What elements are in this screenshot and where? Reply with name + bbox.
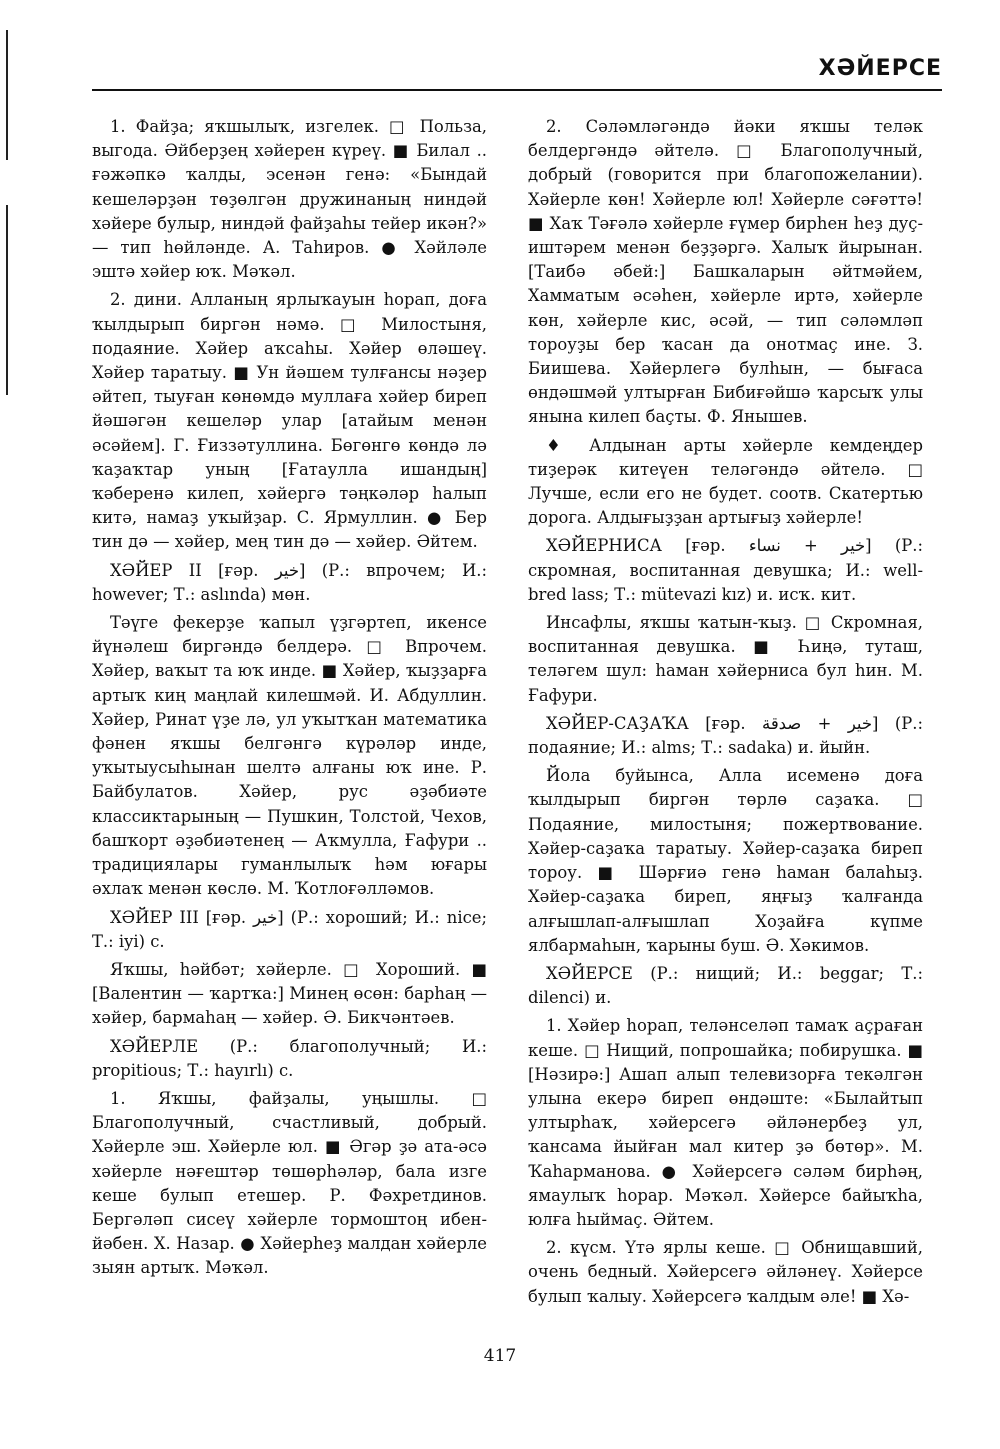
entry-paragraph: 2. Сәләмләгәндә йәки яҡшы теләк белдергәндә әйтелә. □ Благополучный, добрый (говорится при благопожелании). Хәйерле көн! Хәйерле юл! Хәйерле сәғәттә! ■ Хаҡ Тәғәлә хәйерле ғүмер бирһен һеҙ дуҫ-иштәрем менән беҙҙәргә. Халыҡ йырынан. [Таибә әбей:] Башкаларын әйтмәйем, Хамматым әсәһен, хәйерле иртә, хәйерле көн, хәйерле кис, әсәй, — тип сәләмләп тороуҙы бер ҡасан да онотмаҫ ине. З. Биишева. Хәйерлегә булһын, — бығаса өндәшмәй ултырған Бибиғәйшә ҡарсыҡ улы янына килеп баҫты. Ф. Янышев.	[528, 117, 923, 427]
entry-paragraph: 1. Хәйер һорап, теләнселәп тамаҡ аҫраған кеше. □ Нищий, попрошайка; побирушка. ■ [Нәзирә:] Ашап алып телевизорға текәлгән улына екерә биреп өндәште: «Былайтып ултырһаҡ, хәйерсегә әйләнербеҙ ул, ҡансама йыйған мал китер ҙә бөтөр». М. Ҡаһарманова. ● Хәйерсегә сәләм бирһәң, ямаулыҡ һорар. Мәҡәл. Хәйерсе байыҡһа, юлға һыймаҫ. Әйтем.	[528, 1016, 923, 1229]
idiom-paragraph: ♦ Алдынан арты хәйерле кемдеңдер тиҙерәк китеүен теләгәндә әйтелә. □ Лучше, если его не будет. соотв. Скатертью дорога. Алдығыҙҙан артығыҙ хәйерле!	[528, 435, 923, 528]
entry-headword: ХӘЙЕРНИСА [ғәр. خير + نساء] (Р.: скромная, воспитанная девушка; И.: well-bred lass; Т.: mütevazi kız) и. исҡ. кит.	[528, 536, 923, 604]
entry-paragraph: Яҡшы, һәйбәт; хәйерле. □ Хороший. ■ [Валентин — ҡартҡа:] Минең өсөн: барһаң — хәйер, бармаһаң — хәйер. Ә. Бикчәнтәев.	[92, 959, 487, 1028]
entry-paragraph: 1. Яҡшы, файҙалы, уңышлы. □ Благополучный, счастливый, добрый. Хәйерле эш. Хәйерле юл. ■ Әгәр ҙә ата-әсә хәйерле нәғештәр төшөрһәләр, бала изге кеше булып етешер. Р. Фәхретдинов. Бергәләп сисеү хәйерле тормоштоң ибен-йәбен. Х. Назар. ● Хәйерһеҙ малдан хәйерле зыян артыҡ. Мәҡәл.	[92, 1088, 487, 1278]
entry-headword: ХӘЙЕР II [ғәр. خير] (Р.: впрочем; И.: however; Т.: aslında) мөн.	[92, 560, 487, 604]
entry-headword: ХӘЙЕРСЕ (Р.: нищий; И.: beggar; Т.: dilenci) и.	[528, 963, 923, 1008]
entry-paragraph: 2. дини. Алланың ярлыҡауын һорап, доға ҡылдырып биргән нәмә. □ Милостыня, подаяние. Хәйер аҡсаһы. Хәйер өләшеү. Хәйер таратыу. ■ Ун йәшем тулғансы нәҙер әйтеп, тыуған көнөмдә муллаға хәйер биреп йәшәгән кешеләр улар [атайым менән әсәйем]. Г. Ғиззәтуллина. Бөгөнгө көндә лә ҡаҙаҡтар уның [Ғатаулла ишандың] ҡәберенә килеп, хәйергә тәңкәләр һалып китә, намаҙ уҡыйҙар. С. Ярмуллин. ● Бер тин дә — хәйер, мең тин дә — хәйер. Әйтем.	[92, 290, 487, 552]
page-number: 417	[483, 1346, 517, 1366]
entry-paragraph: Тәүге фекерҙе ҡапыл үҙгәртеп, икенсе йүнәлеш биргәндә белдерә. □ Впрочем. Хәйер, ваҡыт та юҡ инде. ■ Хәйер, ҡыҙҙарға артыҡ киң маңлай килешмәй. И. Абдуллин. Хәйер, Ринат үҙе лә, ул уҡытҡан математика фәнен яҡшы белгәнгә күрәләр инде, уҡытыусыһынан шелтә алғаны юҡ ине. Р. Байбулатов. Хәйер, рус әҙәбиәте классиктарының — Пушкин, Толстой, Чехов, башҡорт әҙәбиәтенең — Аҡмулла, Ғафури .. традициялары гуманлылыҡ һәм юғары әхлаҡ менән көслө. М. Ҡотлоғәлләмов.	[92, 613, 487, 899]
entry-paragraph: Йола буйынса, Алла исеменә доға ҡылдырып биргән төрлө саҙаҡа. □ Подаяние, милостыня; пожертвование. Хәйер-саҙаҡа таратыу. Хәйер-саҙаҡа биреп тороу. ■ Шәрғиә генә һаман балаһыҙ. Хәйер-саҙаҡа биреп, яңғыҙ ҡалғанда алғышлап-алғышлап Хоҙайға күпме ялбармаһын, ҡарыны буш. Ә. Хәкимов.	[528, 766, 923, 955]
page-header	[92, 56, 942, 90]
entry-headword: ХӘЙЕРЛЕ (Р.: благополучный; И.: propitious; Т.: hayırlı) с.	[92, 1036, 487, 1080]
right-column	[528, 115, 923, 1313]
scan-margin-line	[6, 30, 8, 160]
left-column	[92, 115, 487, 1285]
entry-paragraph: 2. күсм. Үтә ярлы кеше. □ Обнищавший, очень бедный. Хәйерсегә әйләнеү. Хәйерсе булып ҡалыу. Хәйерсегә ҡалдым әле! ■ Хә-	[528, 1238, 923, 1306]
header-rule	[92, 89, 942, 91]
entry-paragraph: 1. Файҙа; яҡшылыҡ, изгелек. □ Польза, выгода. Әйберҙең хәйерен күреү. ■ Билал .. ғәжәпкә ҡалды, эсенән генә: «Бындай кешеләрҙән төҙөлгән дружинаның ниндәй хәйере булыр, ниндәй файҙаһы тейер икән?» — тип һөйләнде. А. Таһиров. ● Хәйләле эштә хәйер юҡ. Мәҡәл.	[92, 117, 487, 282]
running-head: ХӘЙЕРСЕ	[818, 56, 942, 81]
entry-headword: ХӘЙЕР III [ғәр. خير] (Р.: хороший; И.: nice; Т.: iyi) с.	[92, 907, 488, 951]
scan-margin-line	[6, 205, 8, 395]
entry-headword: ХӘЙЕР-САҘАҠА [ғәр. خير + صدقة] (Р.: подаяние; И.: alms; Т.: sadaka) и. йыйн.	[528, 713, 923, 758]
entry-paragraph: Инсафлы, яҡшы ҡатын-ҡыҙ. □ Скромная, воспитанная девушка. ■ Һиңә, туташ, теләгем шул: һаман хәйерниса бул һин. М. Ғафури.	[528, 613, 923, 705]
